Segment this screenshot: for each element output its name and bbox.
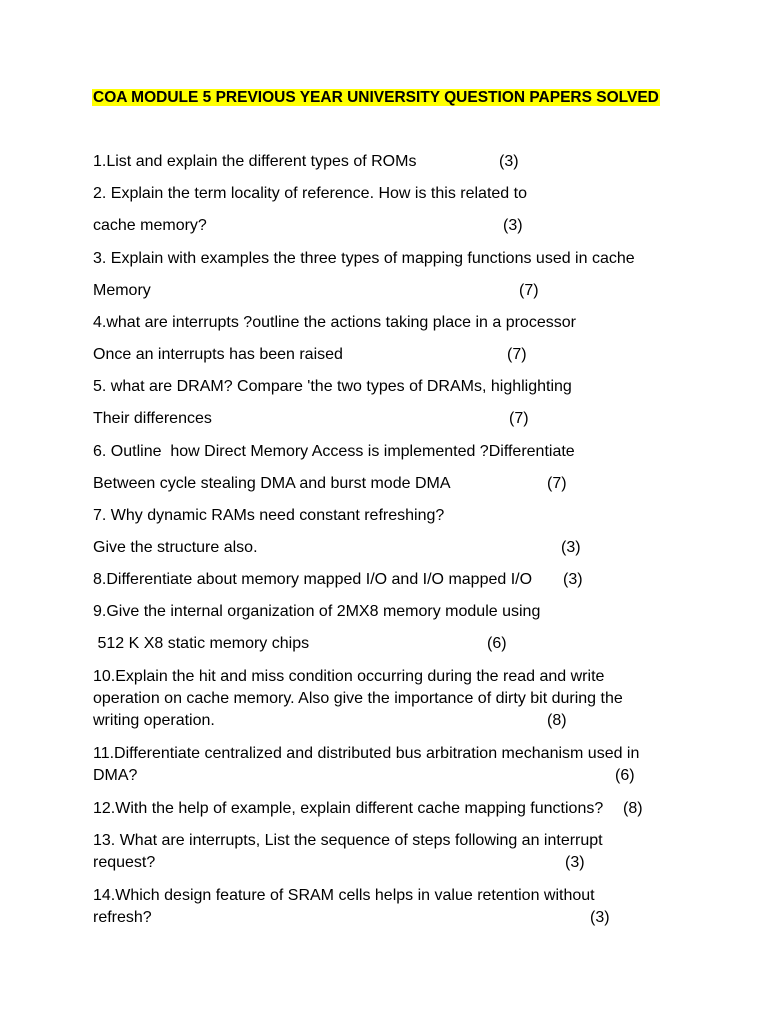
- question-3-line-1: 3. Explain with examples the three types of mapping functions used in cache: [93, 250, 635, 267]
- question-13-marks: (3): [565, 854, 585, 871]
- question-11-line-1: 11.Differentiate centralized and distributed bus arbitration mechanism used in: [93, 745, 640, 762]
- question-6-line-2: Between cycle stealing DMA and burst mode DMA: [93, 475, 451, 492]
- question-8-marks: (3): [563, 571, 583, 588]
- question-2-marks: (3): [503, 217, 523, 234]
- question-10-line-2: operation on cache memory. Also give the importance of dirty bit during the: [93, 690, 623, 707]
- question-14-line-2: refresh?: [93, 909, 152, 926]
- question-10-line-3: writing operation.: [93, 712, 215, 729]
- question-12-line-1: 12.With the help of example, explain different cache mapping functions?: [93, 800, 604, 817]
- question-3-line-2: Memory: [93, 282, 151, 299]
- question-2-line-2: cache memory?: [93, 217, 207, 234]
- document-title-text: COA MODULE 5 PREVIOUS YEAR UNIVERSITY QUESTION PAPERS SOLVED: [93, 89, 659, 106]
- question-13-line-2: request?: [93, 854, 156, 871]
- question-14-marks: (3): [590, 909, 610, 926]
- question-2-line-1: 2. Explain the term locality of reference. How is this related to: [93, 185, 527, 202]
- question-3-marks: (7): [519, 282, 539, 299]
- question-1-marks: (3): [499, 153, 519, 170]
- question-8-line-1: 8.Differentiate about memory mapped I/O and I/O mapped I/O: [93, 571, 533, 588]
- question-13-line-1: 13. What are interrupts, List the sequence of steps following an interrupt: [93, 832, 603, 849]
- question-9-line-1: 9.Give the internal organization of 2MX8 memory module using: [93, 603, 541, 620]
- document-title: [92, 88, 660, 108]
- question-5-line-1: 5. what are DRAM? Compare 'the two types of DRAMs, highlighting: [93, 378, 572, 395]
- question-10-marks: (8): [547, 712, 567, 729]
- question-7-marks: (3): [561, 539, 581, 556]
- question-7-line-2: Give the structure also.: [93, 539, 258, 556]
- question-5-line-2: Their differences: [93, 410, 212, 427]
- question-11-line-2: DMA?: [93, 767, 138, 784]
- question-12-marks: (8): [623, 800, 643, 817]
- question-4-marks: (7): [507, 346, 527, 363]
- question-6-marks: (7): [547, 475, 567, 492]
- question-6-line-1: 6. Outline how Direct Memory Access is implemented ?Differentiate: [93, 443, 575, 460]
- question-11-marks: (6): [615, 767, 635, 784]
- question-1-line-1: 1.List and explain the different types of ROMs: [93, 153, 417, 170]
- question-4-line-2: Once an interrupts has been raised: [93, 346, 343, 363]
- question-7-line-1: 7. Why dynamic RAMs need constant refreshing?: [93, 507, 445, 524]
- question-5-marks: (7): [509, 410, 529, 427]
- question-4-line-1: 4.what are interrupts ?outline the actions taking place in a processor: [93, 314, 576, 331]
- question-9-marks: (6): [487, 635, 507, 652]
- question-14-line-1: 14.Which design feature of SRAM cells helps in value retention without: [93, 887, 595, 904]
- question-9-line-2: 512 K X8 static memory chips: [93, 635, 310, 652]
- question-10-line-1: 10.Explain the hit and miss condition occurring during the read and write: [93, 668, 605, 685]
